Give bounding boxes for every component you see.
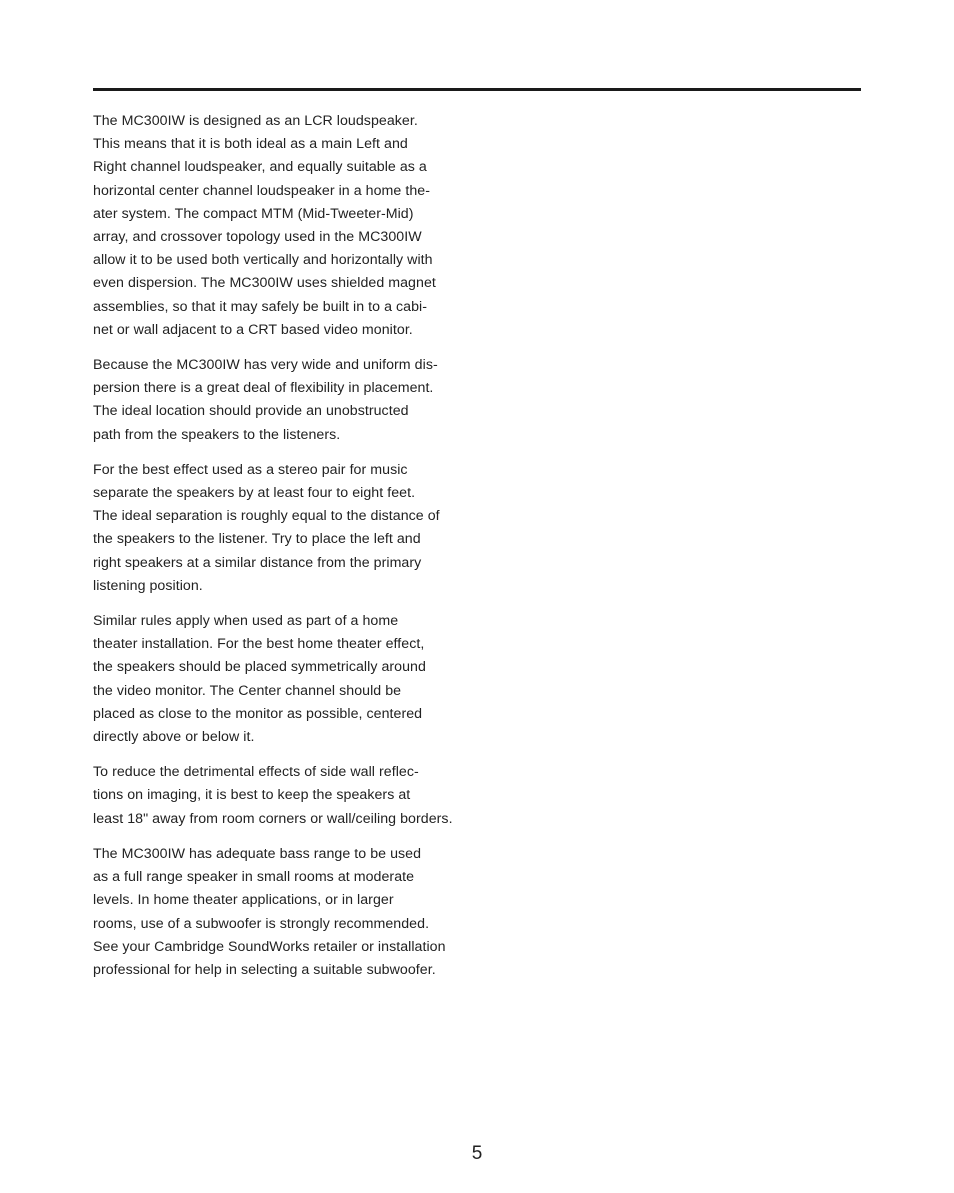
text-line: The MC300IW has adequate bass range to be used <box>93 845 422 862</box>
paragraph-wall-reflections <box>93 761 473 831</box>
paragraph-bass-range <box>93 843 473 982</box>
text-line: listening position. <box>93 577 203 594</box>
text-line: right speakers at a similar distance from the primary <box>93 554 422 571</box>
text-line: array, and crossover topology used in the MC300IW <box>93 229 422 246</box>
text-line: the video monitor. The Center channel should be <box>93 682 402 699</box>
page-number: 5 <box>471 1143 483 1164</box>
text-line: ater system. The compact MTM (Mid-Tweeter-Mid) <box>93 205 414 222</box>
text-line: The ideal location should provide an unobstructed <box>93 403 409 420</box>
text-line: assemblies, so that it may safely be built in to a cabi- <box>93 298 427 315</box>
text-line: Because the MC300IW has very wide and uniform dis- <box>93 357 438 374</box>
text-line: For the best effect used as a stereo pair for music <box>93 461 408 478</box>
text-line: rooms, use of a subwoofer is strongly recommended. <box>93 915 430 932</box>
text-line: net or wall adjacent to a CRT based video monitor. <box>93 321 413 338</box>
text-line: persion there is a great deal of flexibility in placement. <box>93 380 434 397</box>
text-line: least 18" away from room corners or wall/ceiling borders. <box>93 810 453 827</box>
text-line: theater installation. For the best home theater effect, <box>93 636 425 653</box>
text-line: professional for help in selecting a suitable subwoofer. <box>93 961 436 978</box>
top-horizontal-rule <box>93 88 861 91</box>
text-line: To reduce the detrimental effects of side wall reflec- <box>93 764 419 781</box>
text-line: placed as close to the monitor as possible, centered <box>93 705 423 722</box>
text-line: the speakers to the listener. Try to place the left and <box>93 531 421 548</box>
text-line: tions on imaging, it is best to keep the speakers at <box>93 787 411 804</box>
paragraph-lcr-design <box>93 110 473 342</box>
text-line: The ideal separation is roughly equal to the distance of <box>93 508 440 525</box>
paragraph-home-theater <box>93 610 473 749</box>
text-line: Right channel loudspeaker, and equally suitable as a <box>93 159 427 176</box>
text-line: even dispersion. The MC300IW uses shielded magnet <box>93 275 436 292</box>
text-line: separate the speakers by at least four to eight feet. <box>93 485 416 502</box>
paragraph-dispersion <box>93 354 473 447</box>
text-line: horizontal center channel loudspeaker in a home the- <box>93 182 431 199</box>
text-line: allow it to be used both vertically and horizontally with <box>93 252 433 269</box>
text-line: path from the speakers to the listeners. <box>93 426 341 443</box>
text-line: Similar rules apply when used as part of a home <box>93 613 399 630</box>
text-line: the speakers should be placed symmetrically around <box>93 659 426 676</box>
text-line: directly above or below it. <box>93 729 255 746</box>
text-line: levels. In home theater applications, or in larger <box>93 892 394 909</box>
text-line: as a full range speaker in small rooms at moderate <box>93 869 415 886</box>
text-line: The MC300IW is designed as an LCR loudspeaker. <box>93 113 418 129</box>
paragraph-stereo-pair <box>93 459 473 598</box>
text-line: This means that it is both ideal as a main Left and <box>93 136 408 153</box>
text-line: See your Cambridge SoundWorks retailer or installation <box>93 938 446 955</box>
body-text-column <box>93 110 473 994</box>
